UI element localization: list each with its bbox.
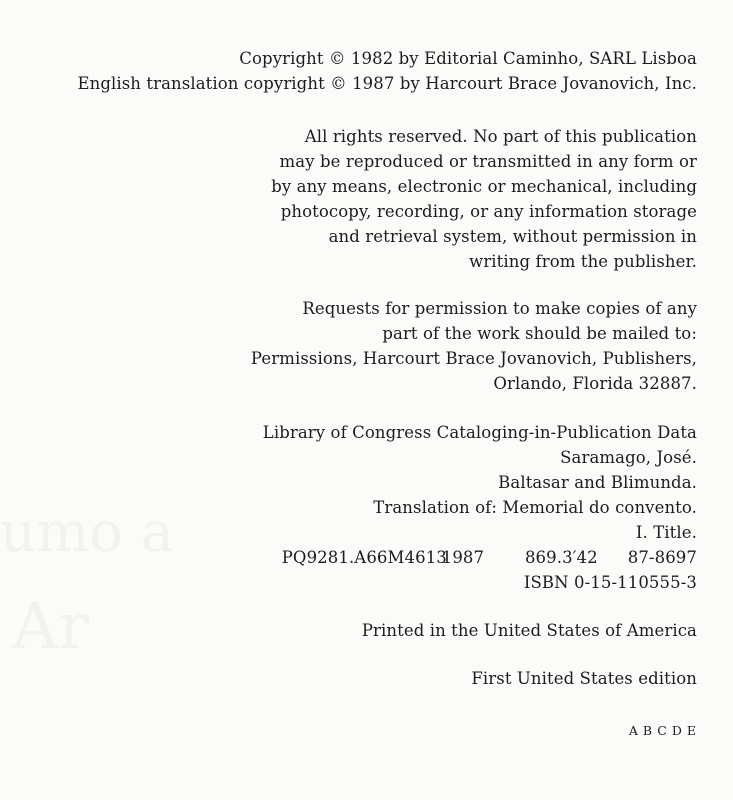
- requests-line: Requests for permission to make copies of any: [302, 299, 697, 318]
- cip-title: Baltasar and Blimunda.: [498, 473, 697, 492]
- copyright-translation: English translation copyright © 1987 by Harcourt Brace Jovanovich, Inc.: [77, 74, 697, 93]
- printing-key: ABCDE: [628, 723, 701, 738]
- copyright-notice: [77, 46, 697, 96]
- cip-call-numbers: [263, 545, 697, 570]
- cip-year: 1987: [441, 548, 485, 567]
- rights-line: All rights reserved. No part of this publication: [304, 127, 697, 146]
- cip-lccn: 87-8697: [627, 548, 697, 567]
- rights-line: may be reproduced or transmitted in any form or: [279, 152, 697, 171]
- cip-author: Saramago, José.: [560, 448, 697, 467]
- rights-line: and retrieval system, without permission in: [328, 227, 697, 246]
- bleed-through-text: [12, 590, 89, 664]
- requests-line: Permissions, Harcourt Brace Jovanovich, Publishers,: [250, 349, 697, 368]
- cip-heading: Library of Congress Cataloging-in-Publication Data: [262, 423, 697, 442]
- rights-line: writing from the publisher.: [469, 252, 697, 271]
- cip-dewey: 869.3′42: [524, 548, 598, 567]
- requests-line: Orlando, Florida 32887.: [493, 374, 697, 393]
- cataloging-data: [263, 420, 697, 595]
- cip-subject: I. Title.: [635, 523, 697, 542]
- permission-requests: [251, 296, 697, 396]
- cip-classification: PQ9281.A66M4613: [281, 548, 447, 567]
- printed-in: Printed in the United States of America: [361, 621, 697, 640]
- rights-line: photocopy, recording, or any information storage: [280, 202, 697, 221]
- rights-statement: [271, 124, 697, 274]
- rights-line: by any means, electronic or mechanical, including: [271, 177, 697, 196]
- bleed-through-text: [0, 500, 174, 565]
- cip-isbn: ISBN 0-15-110555-3: [523, 573, 697, 592]
- cip-translation: Translation of: Memorial do convento.: [373, 498, 697, 517]
- copyright-original: Copyright © 1982 by Editorial Caminho, SARL Lisboa: [239, 49, 697, 68]
- requests-line: part of the work should be mailed to:: [382, 324, 697, 343]
- edition-statement: First United States edition: [471, 669, 697, 688]
